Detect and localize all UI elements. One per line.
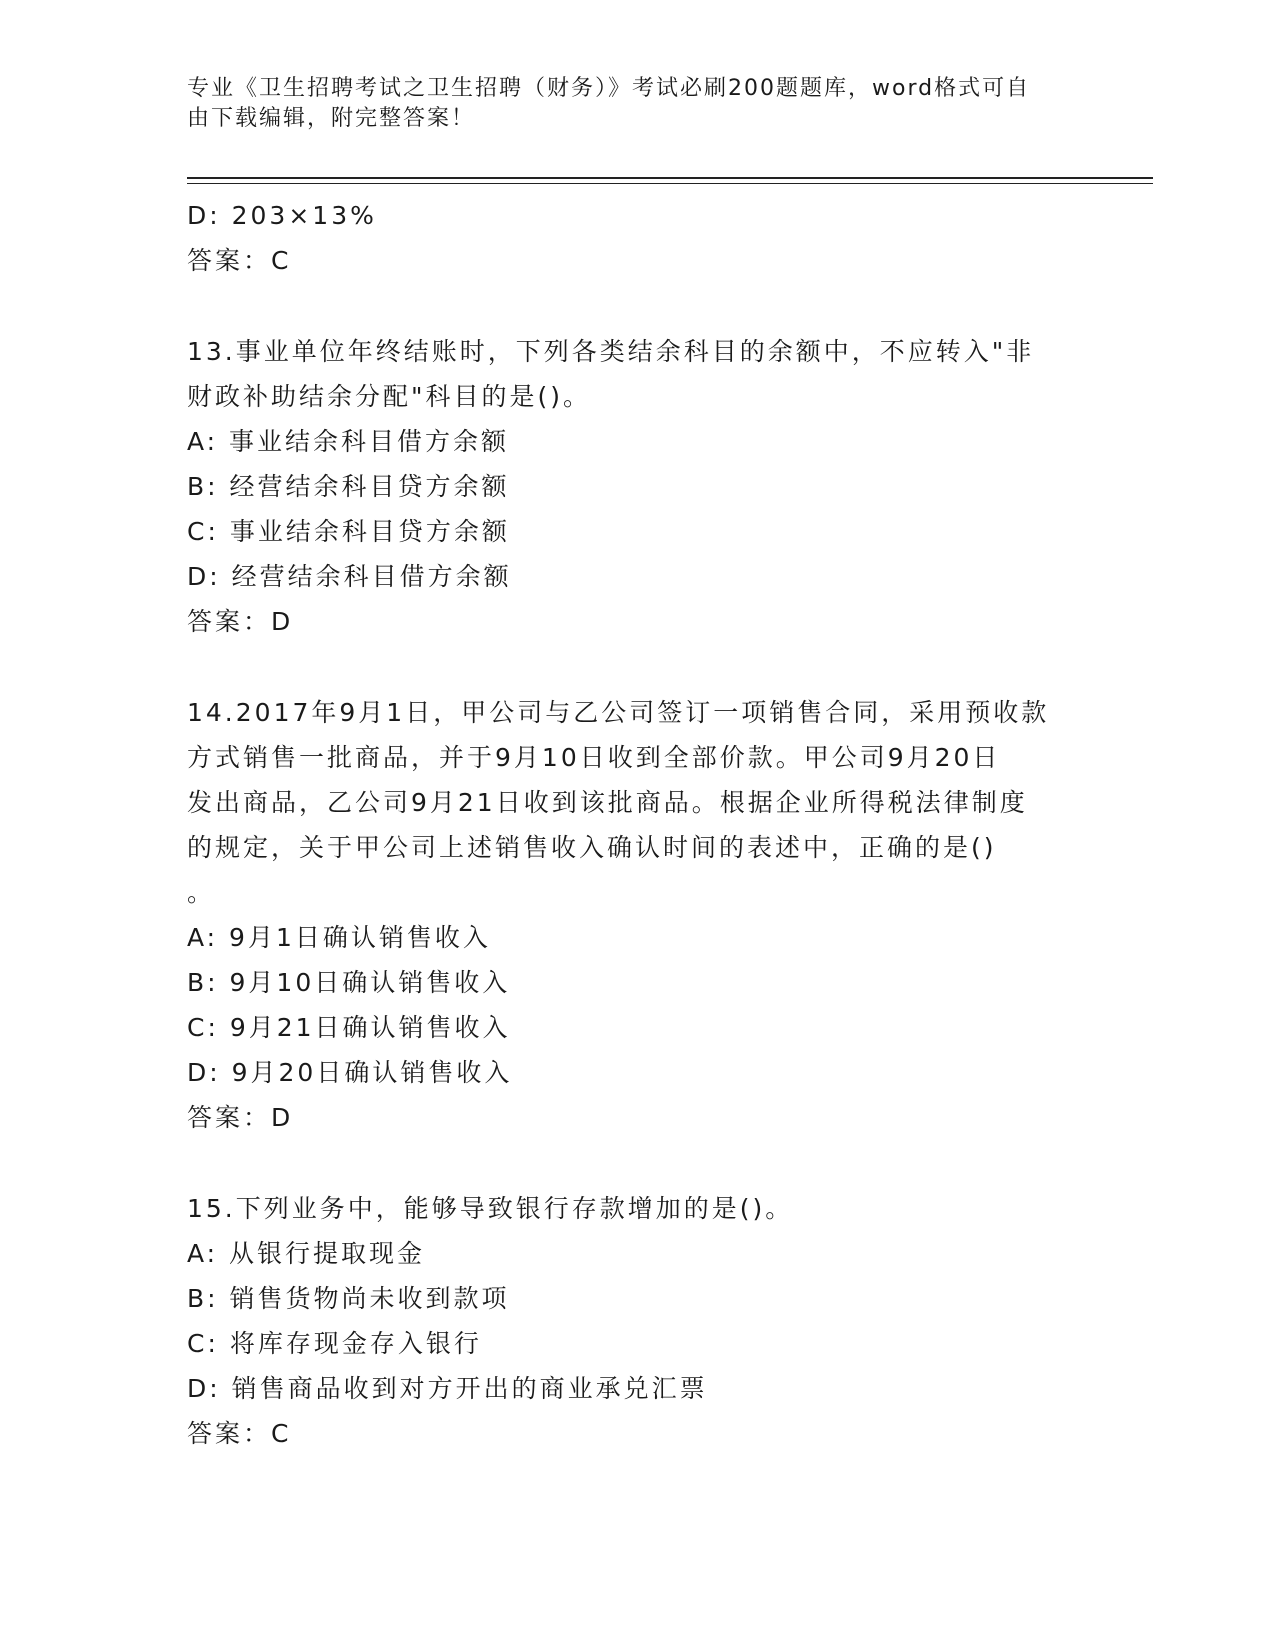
question-list xyxy=(187,193,1087,1456)
option-b: B: 9月10日确认销售收入 xyxy=(187,968,511,997)
question-stem-line: 14.2017年9月1日，甲公司与乙公司签订一项销售合同，采用预收款 xyxy=(187,698,1050,727)
option-b: B: 销售货物尚未收到款项 xyxy=(187,1284,510,1313)
answer: 答案：C xyxy=(187,1419,292,1448)
question-stem-line: 财政补助结余分配"科目的是()。 xyxy=(187,382,592,411)
header-line-1: 专业《卫生招聘考试之卫生招聘（财务）》考试必刷200题题库，word格式可自 xyxy=(187,76,1031,101)
question-15 xyxy=(187,1186,1087,1456)
carryover-option-d: D: 203×13% xyxy=(187,201,377,230)
option-c: C: 将库存现金存入银行 xyxy=(187,1329,482,1358)
option-a: A: 9月1日确认销售收入 xyxy=(187,923,491,952)
answer: 答案：D xyxy=(187,1103,294,1132)
header-divider-thin xyxy=(187,183,1153,184)
option-b: B: 经营结余科目贷方余额 xyxy=(187,472,510,501)
question-stem-line: 。 xyxy=(187,878,216,907)
document-header xyxy=(187,74,1067,134)
answer: 答案：D xyxy=(187,607,294,636)
header-divider-thick xyxy=(187,177,1153,179)
question-13 xyxy=(187,329,1087,644)
option-a: A: 事业结余科目借方余额 xyxy=(187,427,510,456)
question-stem-line: 13.事业单位年终结账时，下列各类结余科目的余额中，不应转入"非 xyxy=(187,337,1035,366)
carryover-answer: 答案：C xyxy=(187,246,292,275)
option-d: D: 9月20日确认销售收入 xyxy=(187,1058,513,1087)
option-c: C: 事业结余科目贷方余额 xyxy=(187,517,510,546)
question-14 xyxy=(187,690,1087,1140)
header-line-2: 由下载编辑，附完整答案！ xyxy=(187,106,476,131)
option-c: C: 9月21日确认销售收入 xyxy=(187,1013,511,1042)
question-stem-line: 的规定，关于甲公司上述销售收入确认时间的表述中，正确的是() xyxy=(187,833,997,862)
question-stem-line: 发出商品，乙公司9月21日收到该批商品。根据企业所得税法律制度 xyxy=(187,788,1028,817)
question-stem-line: 方式销售一批商品，并于9月10日收到全部价款。甲公司9月20日 xyxy=(187,743,1001,772)
option-a: A: 从银行提取现金 xyxy=(187,1239,426,1268)
option-d: D: 销售商品收到对方开出的商业承兑汇票 xyxy=(187,1374,708,1403)
option-d: D: 经营结余科目借方余额 xyxy=(187,562,512,591)
question-stem-line: 15.下列业务中，能够导致银行存款增加的是()。 xyxy=(187,1194,794,1223)
